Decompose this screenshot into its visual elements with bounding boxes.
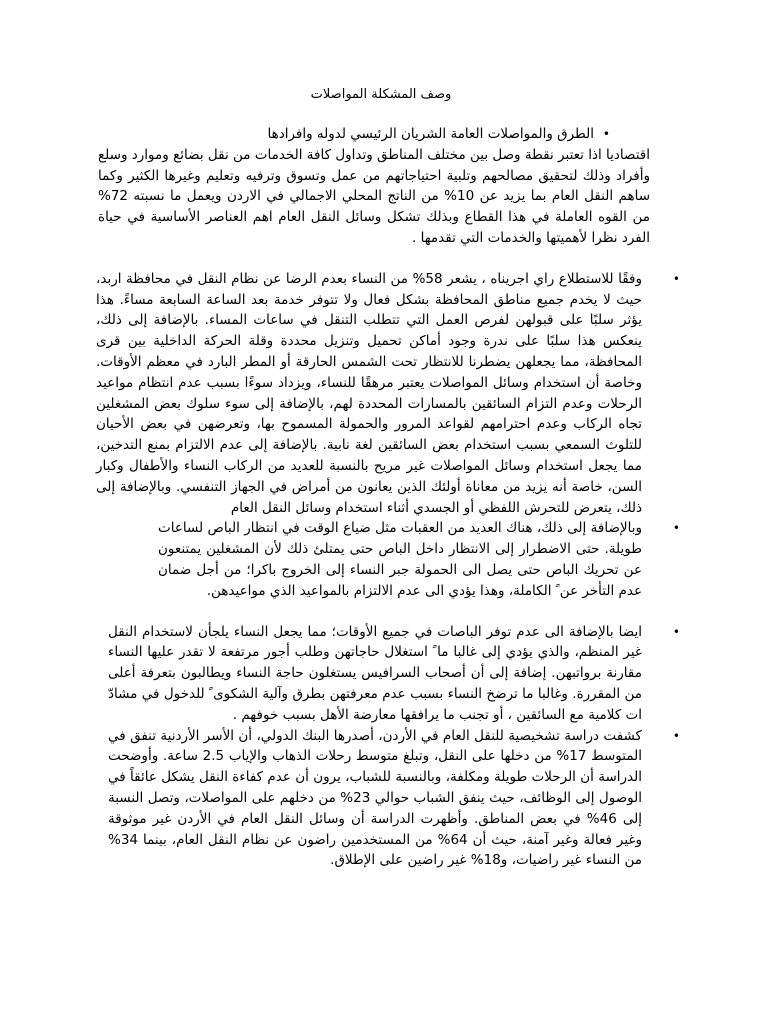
bullet-icon: • [672,728,680,743]
document-title: وصف المشكلة المواصلات [310,87,452,102]
bullet-icon: • [672,624,680,639]
paragraph-text: وفقًا للاستطلاع راي اجريناه ، يشعر 58% من النساء بعدم الرضا عن نظام النقل في محافظة اربد، حيث لا يخدم جميع مناطق المحافظة بشكل فعال ولا تتوفر خدمة بعد الساعة السابعة مساءً. هذا يؤثر سلبًا على قبولهن لفرص العمل التي تتطلب التنقل في ساعات المساء. بالإضافة إلى ذلك، ينعكس هذا سلبًا على ندرة وجود أماكن تحميل وتنزيل محددة وقلة الحركة الداخلية بين قرى المحافظة، مما يجعلهن يضطرنا للانتظار تحت الشمس الحارقة أو المطر البارد في معظم الأوقات. وخاصة أن استخدام وسائل المواصلات يعتبر مرهقًا للنساء، ويزداد سوءًا بسبب عدم انتظام مواعيد الرحلات وعدم التزام السائقين بالمسارات المحددة لهم، بالإضافة إلى سوء سلوك بعض المشغلين تجاه الركاب وعدم احترامهم لقواعد المرور والحمولة المسموح بها، وتعرضهن في بعض الأحيان للتلوث السمعي بسبب استخدام بعض السائقين لغة نابية. بالإضافة إلى عدم الالتزام بمنع التدخين، مما يجعل استخدام وسائل المواصلات غير مريح بالنسبة للعديد من الركاب النساء والأطفال وكبار السن، خاصة أنه يزيد من معاناة أولئك الذين يعانون من أمراض في الجهاز التنفسي. وبالإضافة إلى ذلك، يتعرض للتحرش اللفظي أو الجسدي أثناء استخدام وسائل النقل العام [96,270,643,516]
paragraph-text: ايضا بالإضافة الى عدم توفر الباصات في جميع الأوقات؛ مما يجعل النساء يلجأن لاستخدام النقل غير المنظم، والذي يؤدي إلى غالبا ما ً استغلال حاجاتهن وطلب أجور مرتفعة لا تقدر عليها النساء مقارنة برواتبهن. إضافة إلى أن أصحاب السرافيس يستغلون حاجة النساء ويطالبون بتعرفة أعلى من المقررة. وغالبا ما ترضخ النساء بسبب عدم معرفتهن بطرق وآلية الشكوى ً للدخول في مشادّ ات كلامية مع السائقين ، أو تجنب ما يرافقها معارضة الأهل بسبب خوفهم . [108,623,642,723]
paragraph-text: وبالإضافة إلى ذلك، هناك العديد من العقبات مثل ضياع الوقت في انتظار الباص لساعات طويلة. حتى الاضطرار إلى الانتظار داخل الباص حتى يمتلئ ذلك لأن المشغلين يمتنعون عن تحريك الباص حتى يصل الى الحمولة جبر النساء إلى الخروج باكرا؛ من أجل ضمان عدم التأخر عن ً الكاملة، وهذا يؤدي الى عدم الالتزام بالمواعيد الذي مواعيدهن. [158,520,642,599]
paragraph-text: كشفت دراسة تشخيصية للنقل العام في الأردن، أصدرها البنك الدولي، أن الأسر الأردنية تنفق في المتوسط 17% من دخلها على النقل، وتبلغ متوسط رحلات الذهاب والإياب 2.5 ساعة. وأوضحت الدراسة أن الرحلات طويلة ومكلفة، وبالنسبة للشباب، يرون أن عدم كفاءة النقل يشكل عائقاً في الوصول إلى الوظائف، حيث ينفق الشباب حوالي 23% من دخلهم على المواصلات، وتصل النسبة إلى 46% في بعض المناطق. وأظهرت الدراسة أن وسائل النقل العام في الأردن غير موثوقة وغير فعالة وغير آمنة، حيث أن 64% من المستخدمين راضون عن نظام النقل العام، بينما 34% من النساء غير راضيات، و18% غير راضين على الإطلاق. [108,727,643,869]
paragraph-text: اقتصاديا اذا تعتبر نقطة وصل بين مختلف المناطق وتداول كافة الخدمات من نقل بضائع وموارد وسلع وأفراد وذلك لتحقيق مصالحهم وتلبية احتياجاتهم من عمل وتسوق وترفيه وتعليم وغيرها الكثير وكما ساهم النقل العام بما يزيد عن 10% من الناتج المحلي الاجمالي في الاردن ويعمل ما نسبته 72% من القوه العاملة في هذا القطاع وبذلك تشكل وسائل النقل العام اهم العناصر الأساسية في حياة الفرد نظرا لأهميتها والخدمات التي تقدمها . [98,146,651,246]
paragraph-study [88,726,680,872]
paragraph-intro-body [88,145,674,249]
paragraph-availability [88,622,680,726]
paragraph-text: الطرق والمواصلات العامة الشريان الرئيسي لدوله وافرادها [267,126,594,142]
paragraph-survey [88,269,680,519]
spacer [88,602,674,622]
bullet-icon: • [672,521,680,536]
document-page [88,84,680,871]
paragraph-waiting [88,518,680,601]
bullet-icon: • [602,127,610,141]
paragraph-intro-lead [88,124,674,145]
bullet-icon: • [672,271,680,286]
